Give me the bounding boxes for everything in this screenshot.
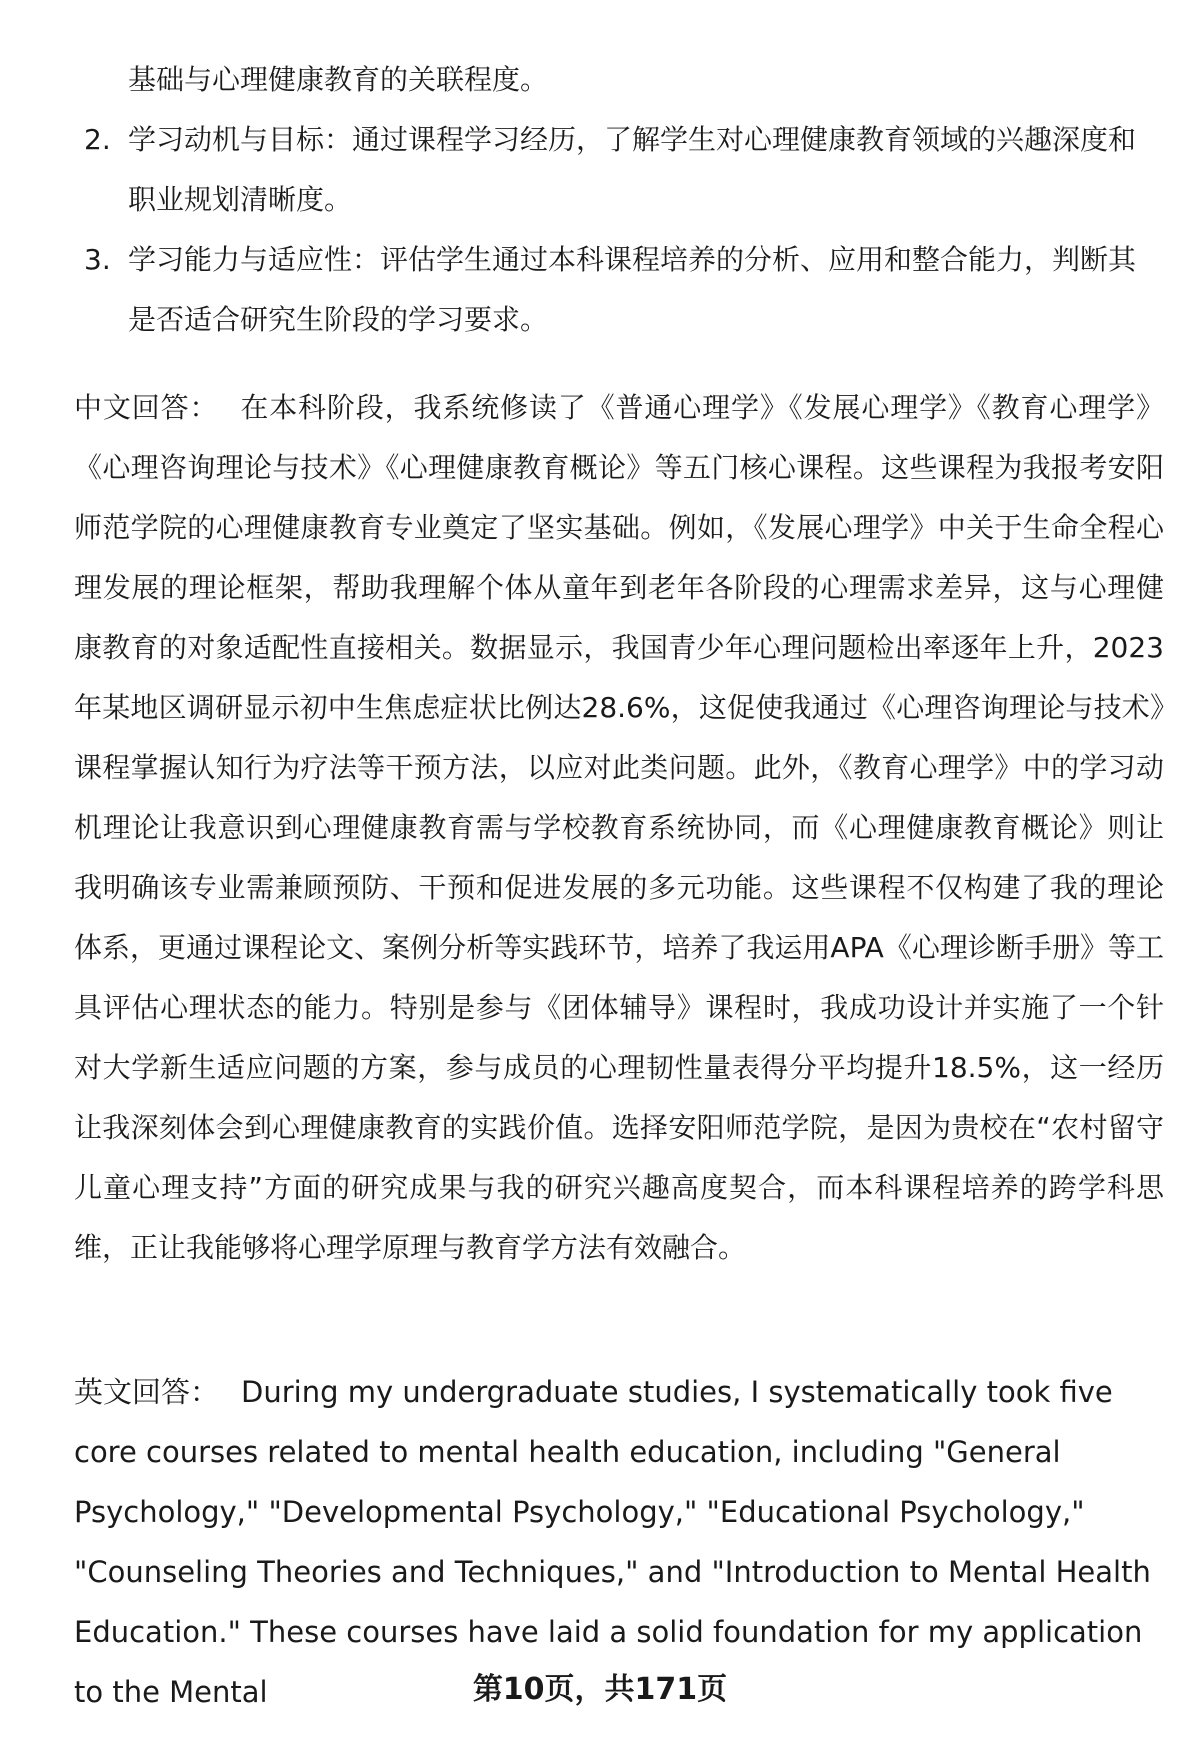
english-answer-text: During my undergraduate studies, I systematically took five core courses related to mental health education, including "General Psychology," "Developmental Psychology," "Educational Psychology," "Counseling Theories and Techniques," and "Introduction to Mental Health Education." These courses have laid a solid foundation for my application to the Mental xyxy=(74,1375,1151,1709)
list-item-number: 2. xyxy=(84,123,111,156)
list-item-number: 3. xyxy=(84,243,111,276)
criteria-list xyxy=(74,50,1154,350)
list-item-text: 学习动机与目标：通过课程学习经历，了解学生对心理健康教育领域的兴趣深度和职业规划清晰度。 xyxy=(128,123,1137,216)
page-number-footer: 第10页，共171页 xyxy=(472,1672,728,1707)
chinese-answer-paragraph xyxy=(74,378,1164,1278)
chinese-answer-text: 在本科阶段，我系统修读了《普通心理学》《发展心理学》《教育心理学》《心理咨询理论与技术》《心理健康教育概论》等五门核心课程。这些课程为我报考安阳师范学院的心理健康教育专业奠定了坚实基础。例如，《发展心理学》中关于生命全程心理发展的理论框架，帮助我理解个体从童年到老年各阶段的心理需求差异，这与心理健康教育的对象适配性直接相关。数据显示，我国青少年心理问题检出率逐年上升，2023年某地区调研显示初中生焦虑症状比例达28.6%，这促使我通过《心理咨询理论与技术》课程掌握认知行为疗法等干预方法，以应对此类问题。此外，《教育心理学》中的学习动机理论让我意识到心理健康教育需与学校教育系统协同，而《心理健康教育概论》则让我明确该专业需兼顾预防、干预和促进发展的多元功能。这些课程不仅构建了我的理论体系，更通过课程论文、案例分析等实践环节，培养了我运用APA《心理诊断手册》等工具评估心理状态的能力。特别是参与《团体辅导》课程时，我成功设计并实施了一个针对大学新生适应问题的方案，参与成员的心理韧性量表得分平均提升18.5%，这一经历让我深刻体会到心理健康教育的实践价值。选择安阳师范学院，是因为贵校在“农村留守儿童心理支持”方面的研究成果与我的研究兴趣高度契合，而本科课程培养的跨学科思维，正让我能够将心理学原理与教育学方法有效融合。 xyxy=(74,391,1164,1264)
list-item xyxy=(74,230,1154,350)
english-answer-label: 英文回答： xyxy=(74,1375,220,1409)
english-answer-paragraph xyxy=(74,1362,1164,1722)
chinese-answer-label: 中文回答： xyxy=(74,391,219,424)
list-item xyxy=(74,110,1154,230)
list-item-continuation: 基础与心理健康教育的关联程度。 xyxy=(128,63,549,96)
list-item-text: 学习能力与适应性：评估学生通过本科课程培养的分析、应用和整合能力，判断其是否适合研究生阶段的学习要求。 xyxy=(128,243,1137,336)
